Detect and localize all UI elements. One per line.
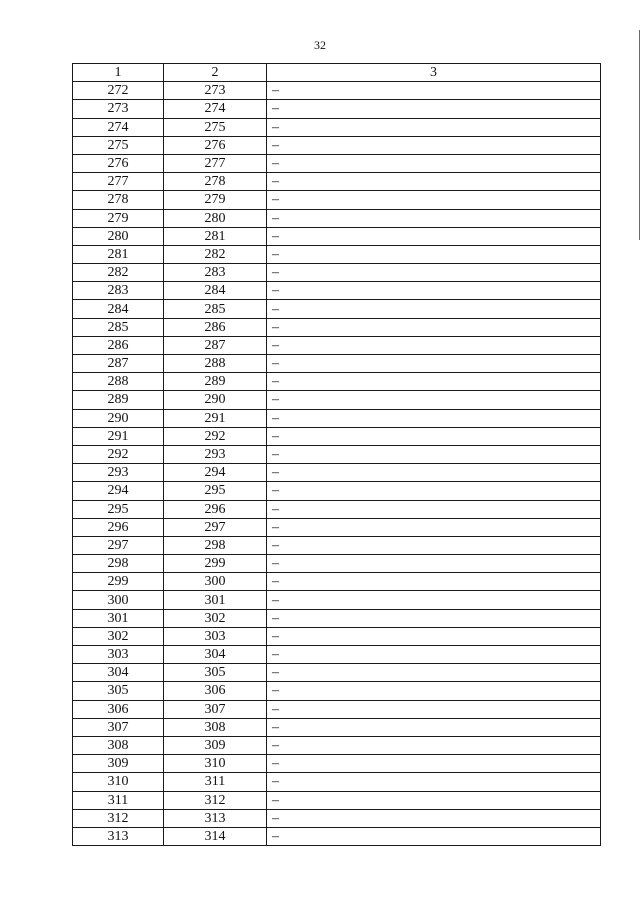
table-cell-col-3: – [267, 573, 601, 591]
table-cell-col-3: – [267, 536, 601, 554]
table-row [73, 118, 601, 136]
table-cell-col-1: 290 [73, 409, 164, 427]
table-cell-col-2: 312 [164, 791, 267, 809]
table-cell-col-2: 297 [164, 518, 267, 536]
data-table [72, 63, 601, 846]
table-cell-col-1: 310 [73, 773, 164, 791]
table-cell-col-3: – [267, 736, 601, 754]
table-cell-col-2: 273 [164, 82, 267, 100]
table-cell-col-3: – [267, 664, 601, 682]
column-header-3: 3 [267, 64, 601, 82]
table-cell-col-2: 305 [164, 664, 267, 682]
table-cell-col-3: – [267, 391, 601, 409]
table-row [73, 300, 601, 318]
table-row [73, 736, 601, 754]
table-cell-col-2: 278 [164, 173, 267, 191]
table-cell-col-1: 303 [73, 646, 164, 664]
table-cell-col-1: 309 [73, 755, 164, 773]
table-row [73, 391, 601, 409]
table-row [73, 282, 601, 300]
table-cell-col-2: 313 [164, 809, 267, 827]
table-cell-col-3: – [267, 773, 601, 791]
table-body [73, 82, 601, 846]
table-cell-col-2: 277 [164, 154, 267, 172]
table-cell-col-3: – [267, 282, 601, 300]
table-cell-col-1: 308 [73, 736, 164, 754]
table-cell-col-3: – [267, 173, 601, 191]
table-cell-col-3: – [267, 482, 601, 500]
table-cell-col-2: 310 [164, 755, 267, 773]
table-cell-col-1: 299 [73, 573, 164, 591]
table-row [73, 718, 601, 736]
table-cell-col-3: – [267, 627, 601, 645]
table-row [73, 100, 601, 118]
table-cell-col-3: – [267, 445, 601, 463]
table-cell-col-3: – [267, 755, 601, 773]
table-cell-col-1: 304 [73, 664, 164, 682]
table-cell-col-1: 286 [73, 336, 164, 354]
table-cell-col-1: 289 [73, 391, 164, 409]
table-row [73, 245, 601, 263]
table-cell-col-1: 296 [73, 518, 164, 536]
table-cell-col-2: 298 [164, 536, 267, 554]
table-cell-col-1: 277 [73, 173, 164, 191]
table-cell-col-3: – [267, 500, 601, 518]
table-row [73, 464, 601, 482]
table-cell-col-1: 274 [73, 118, 164, 136]
table-cell-col-3: – [267, 591, 601, 609]
table-row [73, 209, 601, 227]
table-row [73, 646, 601, 664]
table-cell-col-2: 294 [164, 464, 267, 482]
table-row [73, 445, 601, 463]
table-row [73, 355, 601, 373]
table-cell-col-3: – [267, 682, 601, 700]
table-row [73, 755, 601, 773]
table-row [73, 427, 601, 445]
table-cell-col-2: 306 [164, 682, 267, 700]
table-cell-col-3: – [267, 100, 601, 118]
table-cell-col-2: 275 [164, 118, 267, 136]
table-row [73, 500, 601, 518]
table-cell-col-2: 290 [164, 391, 267, 409]
table-cell-col-3: – [267, 518, 601, 536]
table-cell-col-1: 282 [73, 264, 164, 282]
table-cell-col-1: 301 [73, 609, 164, 627]
table-cell-col-2: 308 [164, 718, 267, 736]
table-cell-col-3: – [267, 336, 601, 354]
table-cell-col-1: 305 [73, 682, 164, 700]
table-row [73, 518, 601, 536]
table-cell-col-2: 276 [164, 136, 267, 154]
table-cell-col-1: 302 [73, 627, 164, 645]
table-row [73, 664, 601, 682]
table-cell-col-3: – [267, 791, 601, 809]
table-cell-col-2: 289 [164, 373, 267, 391]
table-header [73, 64, 601, 82]
table-cell-col-3: – [267, 827, 601, 845]
table-cell-col-3: – [267, 700, 601, 718]
table-cell-col-1: 297 [73, 536, 164, 554]
table-cell-col-1: 280 [73, 227, 164, 245]
table-cell-col-3: – [267, 300, 601, 318]
table-cell-col-3: – [267, 318, 601, 336]
table-cell-col-1: 278 [73, 191, 164, 209]
table-row [73, 827, 601, 845]
table-cell-col-2: 274 [164, 100, 267, 118]
table-cell-col-2: 283 [164, 264, 267, 282]
table-cell-col-1: 285 [73, 318, 164, 336]
table-row [73, 82, 601, 100]
table-cell-col-2: 314 [164, 827, 267, 845]
table-row [73, 682, 601, 700]
table-cell-col-1: 311 [73, 791, 164, 809]
table-row [73, 136, 601, 154]
table-cell-col-2: 284 [164, 282, 267, 300]
table-row [73, 227, 601, 245]
table-cell-col-3: – [267, 82, 601, 100]
data-table-container [72, 63, 600, 846]
table-cell-col-1: 293 [73, 464, 164, 482]
table-cell-col-2: 286 [164, 318, 267, 336]
table-cell-col-3: – [267, 245, 601, 263]
table-cell-col-2: 296 [164, 500, 267, 518]
table-cell-col-1: 272 [73, 82, 164, 100]
table-cell-col-2: 285 [164, 300, 267, 318]
table-row [73, 700, 601, 718]
table-cell-col-1: 294 [73, 482, 164, 500]
table-cell-col-2: 295 [164, 482, 267, 500]
table-cell-col-3: – [267, 809, 601, 827]
table-cell-col-1: 300 [73, 591, 164, 609]
table-cell-col-3: – [267, 191, 601, 209]
table-cell-col-3: – [267, 154, 601, 172]
table-row [73, 573, 601, 591]
table-row [73, 627, 601, 645]
table-cell-col-1: 273 [73, 100, 164, 118]
table-row [73, 154, 601, 172]
table-row [73, 373, 601, 391]
table-cell-col-2: 292 [164, 427, 267, 445]
table-cell-col-2: 287 [164, 336, 267, 354]
table-cell-col-3: – [267, 373, 601, 391]
table-cell-col-3: – [267, 609, 601, 627]
table-row [73, 536, 601, 554]
table-cell-col-3: – [267, 409, 601, 427]
table-cell-col-1: 292 [73, 445, 164, 463]
table-cell-col-2: 299 [164, 555, 267, 573]
column-header-2: 2 [164, 64, 267, 82]
table-row [73, 173, 601, 191]
table-cell-col-1: 279 [73, 209, 164, 227]
table-row [73, 609, 601, 627]
table-row [73, 773, 601, 791]
table-cell-col-3: – [267, 136, 601, 154]
table-cell-col-2: 282 [164, 245, 267, 263]
table-cell-col-1: 288 [73, 373, 164, 391]
table-cell-col-1: 281 [73, 245, 164, 263]
table-row [73, 555, 601, 573]
table-cell-col-2: 311 [164, 773, 267, 791]
table-cell-col-1: 283 [73, 282, 164, 300]
table-cell-col-2: 291 [164, 409, 267, 427]
table-cell-col-2: 302 [164, 609, 267, 627]
table-cell-col-1: 287 [73, 355, 164, 373]
table-cell-col-3: – [267, 427, 601, 445]
header-row [73, 64, 601, 82]
table-cell-col-3: – [267, 718, 601, 736]
table-row [73, 591, 601, 609]
page-number: 32 [314, 38, 326, 52]
table-cell-col-2: 309 [164, 736, 267, 754]
table-cell-col-3: – [267, 227, 601, 245]
table-row [73, 264, 601, 282]
table-cell-col-2: 281 [164, 227, 267, 245]
table-cell-col-1: 312 [73, 809, 164, 827]
table-cell-col-1: 307 [73, 718, 164, 736]
table-cell-col-3: – [267, 118, 601, 136]
table-row [73, 191, 601, 209]
table-row [73, 336, 601, 354]
table-cell-col-3: – [267, 555, 601, 573]
table-cell-col-1: 313 [73, 827, 164, 845]
table-cell-col-2: 280 [164, 209, 267, 227]
table-cell-col-2: 301 [164, 591, 267, 609]
table-cell-col-3: – [267, 646, 601, 664]
table-cell-col-1: 306 [73, 700, 164, 718]
table-cell-col-3: – [267, 355, 601, 373]
table-cell-col-3: – [267, 209, 601, 227]
table-cell-col-1: 284 [73, 300, 164, 318]
table-cell-col-1: 295 [73, 500, 164, 518]
table-cell-col-1: 275 [73, 136, 164, 154]
table-cell-col-1: 298 [73, 555, 164, 573]
table-cell-col-1: 291 [73, 427, 164, 445]
table-row [73, 482, 601, 500]
table-cell-col-2: 288 [164, 355, 267, 373]
table-cell-col-2: 303 [164, 627, 267, 645]
table-row [73, 318, 601, 336]
table-cell-col-3: – [267, 264, 601, 282]
table-row [73, 409, 601, 427]
table-cell-col-3: – [267, 464, 601, 482]
table-cell-col-2: 279 [164, 191, 267, 209]
table-cell-col-2: 304 [164, 646, 267, 664]
table-cell-col-2: 307 [164, 700, 267, 718]
table-cell-col-2: 300 [164, 573, 267, 591]
table-cell-col-2: 293 [164, 445, 267, 463]
table-cell-col-1: 276 [73, 154, 164, 172]
column-header-1: 1 [73, 64, 164, 82]
table-row [73, 791, 601, 809]
table-row [73, 809, 601, 827]
